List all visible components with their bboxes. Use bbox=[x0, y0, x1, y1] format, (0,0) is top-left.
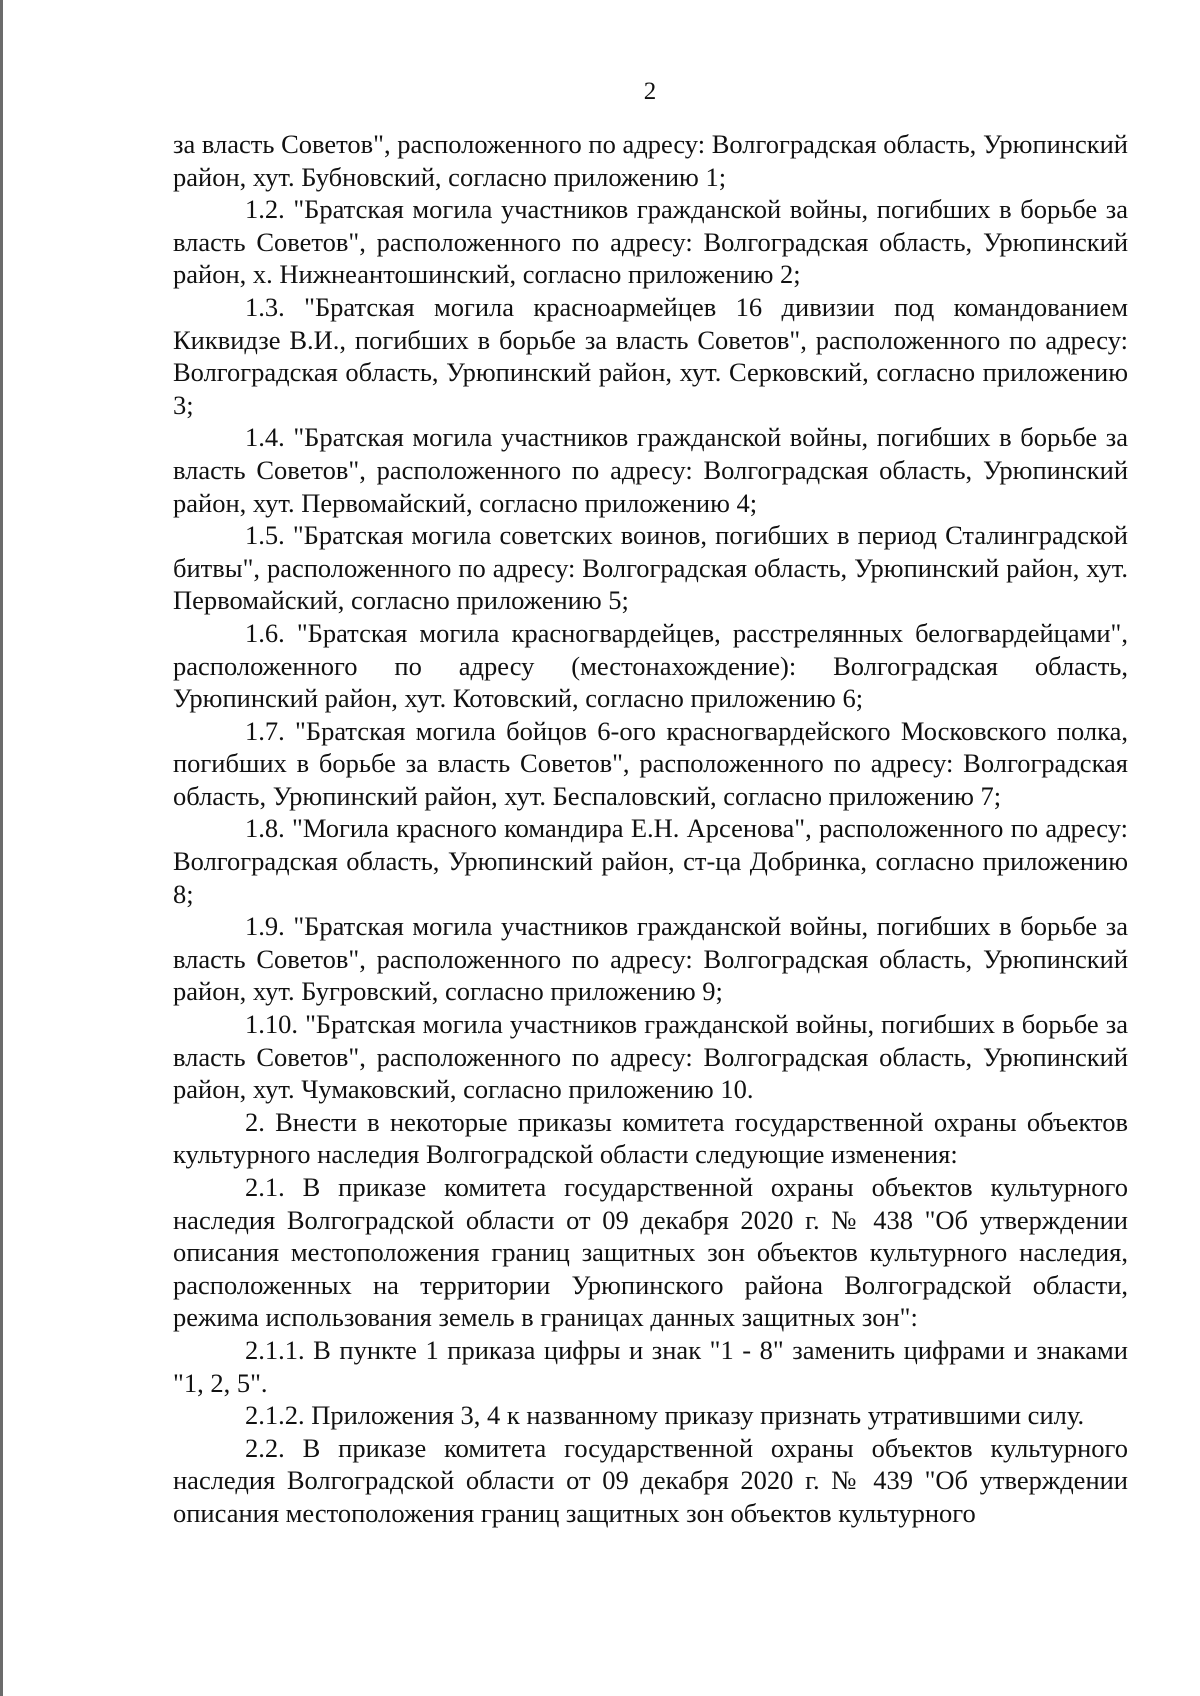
paragraph-item-1-2: 1.2. "Братская могила участников гражданской войны, погибших в борьбе за власть Советов", расположенного по адресу: Волгоградская область, Урюпинский район, х. Нижнеантошинский, согласно приложению 2; bbox=[173, 194, 1128, 290]
scan-edge bbox=[0, 0, 3, 1696]
paragraph-item-2-1-1: 2.1.1. В пункте 1 приказа цифры и знак "1 - 8" заменить цифрами и знаками "1, 2, 5". bbox=[173, 1334, 1128, 1398]
paragraph-item-2-1: 2.1. В приказе комитета государственной охраны объектов культурного наследия Волгоградской области от 09 декабря 2020 г. № 438 "Об утверждении описания местоположения границ защитных зон объектов культурного наследия, расположенных на территории Урюпинского района Волгоградской области, режима использования земель в границах данных защитных зон": bbox=[173, 1172, 1128, 1333]
paragraph-item-1-7: 1.7. "Братская могила бойцов 6-ого красногвардейского Московского полка, погибших в борьбе за власть Советов", расположенного по адресу: Волгоградская область, Урюпинский район, хут. Беспаловский, согласно приложению 7; bbox=[173, 715, 1128, 811]
paragraph-item-2: 2. Внести в некоторые приказы комитета государственной охраны объектов культурного наследия Волгоградской области следующие изменения: bbox=[173, 1106, 1128, 1170]
paragraph-continuation: за власть Советов", расположенного по адресу: Волгоградская область, Урюпинский район, хут. Бубновский, согласно приложению 1; bbox=[173, 129, 1128, 192]
paragraph-item-1-8: 1.8. "Могила красного командира Е.Н. Арсенова", расположенного по адресу: Волгоградская область, Урюпинский район, ст-ца Добринка, согласно приложению 8; bbox=[173, 813, 1128, 909]
paragraph-item-2-2: 2.2. В приказе комитета государственной охраны объектов культурного наследия Волгоградской области от 09 декабря 2020 г. № 439 "Об утверждении описания местоположения границ защитных зон объектов культурного bbox=[173, 1432, 1128, 1528]
paragraph-item-2-1-2: 2.1.2. Приложения 3, 4 к названному приказу признать утратившими силу. bbox=[245, 1400, 1085, 1431]
paragraph-item-1-10: 1.10. "Братская могила участников гражданской войны, погибших в борьбе за власть Советов", расположенного по адресу: Волгоградская область, Урюпинский район, хут. Чумаковский, согласно приложению 10. bbox=[173, 1009, 1128, 1105]
document-body bbox=[173, 128, 1128, 1530]
page-number: 2 bbox=[643, 78, 657, 105]
paragraph-item-1-6: 1.6. "Братская могила красногвардейцев, расстрелянных белогвардейцами", расположенного по адресу (местонахождение): Волгоградская область, Урюпинский район, хут. Котовский, согласно приложению 6; bbox=[173, 617, 1128, 714]
paragraph-item-1-3: 1.3. "Братская могила красноармейцев 16 дивизии под командованием Киквидзе В.И., погибших в борьбе за власть Советов", расположенного по адресу: Волгоградская область, Урюпинский район, хут. Серковский, согласно приложению 3; bbox=[173, 291, 1128, 420]
paragraph-item-1-9: 1.9. "Братская могила участников гражданской войны, погибших в борьбе за власть Советов", расположенного по адресу: Волгоградская область, Урюпинский район, хут. Бугровский, согласно приложению 9; bbox=[173, 911, 1128, 1007]
paragraph-item-1-4: 1.4. "Братская могила участников гражданской войны, погибших в борьбе за власть Советов", расположенного по адресу: Волгоградская область, Урюпинский район, хут. Первомайский, согласно приложению 4; bbox=[173, 422, 1128, 518]
paragraph-item-1-5: 1.5. "Братская могила советских воинов, погибших в период Сталинградской битвы", расположенного по адресу: Волгоградская область, Урюпинский район, хут. Первомайский, согласно приложению 5; bbox=[173, 520, 1128, 616]
